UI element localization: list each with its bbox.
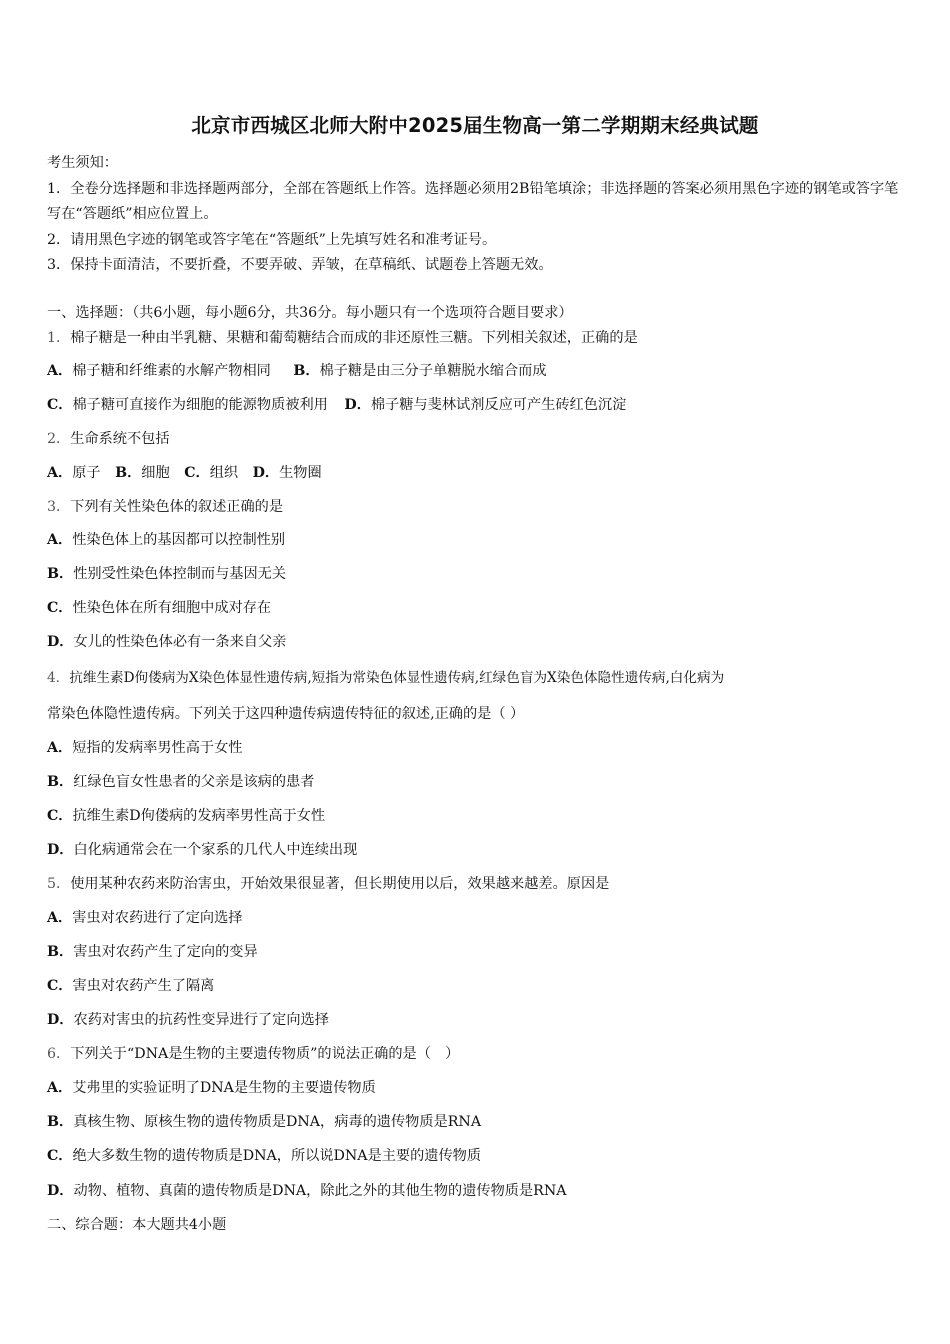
question-number: 5． — [47, 876, 71, 892]
option-label: A． — [47, 910, 73, 926]
option-text: 生物圈 — [279, 465, 322, 481]
option-text: 害虫对农药进行了定向选择 — [72, 910, 243, 926]
option-label: A． — [47, 1080, 73, 1096]
question-text: 下列关于“DNA是生物的主要遗传物质”的说法正确的是（ ） — [70, 1046, 460, 1062]
question-number: 4． — [47, 670, 70, 686]
question-text: 抗维生素D佝偻病为X染色体显性遗传病,短指为常染色体显性遗传病,红绿色盲为X染色体隐性遗传病,白化病为 — [69, 670, 725, 686]
exam-notice — [47, 151, 907, 279]
option-text: 棉子糖可直接作为细胞的能源物质被利用 — [72, 397, 328, 413]
option-row — [47, 941, 258, 961]
option-label: D． — [47, 634, 74, 650]
option-row — [47, 529, 285, 549]
question-stem — [47, 428, 170, 448]
option-label: A． — [47, 465, 73, 481]
option-label: B． — [47, 1114, 74, 1130]
option-row — [47, 839, 357, 859]
option-row — [47, 394, 626, 414]
notice-item: 1．全卷分选择题和非选择题两部分，全部在答题纸上作答。选择题必须用2B铅笔填涂；非选择题的答案必须用黑色字迹的钢笔或答字笔写在“答题纸”相应位置上。 — [47, 180, 899, 222]
option-text: 农药对害虫的抗药性变异进行了定向选择 — [73, 1012, 329, 1028]
option-label: D． — [47, 842, 74, 858]
option-text: 性染色体上的基因都可以控制性别 — [72, 532, 286, 548]
option-row — [47, 737, 242, 757]
question-text: 下列有关性染色体的叙述正确的是 — [70, 499, 284, 515]
option-row — [47, 631, 286, 651]
option-label: D． — [252, 465, 280, 481]
question-stem — [47, 1043, 459, 1063]
option-row — [47, 1145, 481, 1165]
option-row — [47, 805, 325, 825]
question-text: 使用某种农药来防治害虫，开始效果很显著，但长期使用以后，效果越来越差。原因是 — [70, 876, 610, 892]
option-row — [47, 1077, 376, 1097]
option-label: B． — [47, 566, 74, 582]
option-text: 动物、植物、真菌的遗传物质是DNA，除此之外的其他生物的遗传物质是RNA — [73, 1183, 567, 1199]
option-label: C． — [47, 600, 73, 616]
section-heading: 二、综合题：本大题共4小题 — [47, 1217, 227, 1233]
option-text: 细胞 — [141, 465, 170, 481]
page-title: 北京市西城区北师大附中2025届生物高一第二学期期末经典试题 — [191, 114, 759, 137]
option-label: A． — [47, 532, 73, 548]
question-stem — [47, 496, 283, 516]
question-number: 6． — [47, 1046, 71, 1062]
option-row — [47, 597, 271, 617]
option-row — [47, 462, 322, 482]
option-text: 棉子糖与斐林试剂反应可产生砖红色沉淀 — [370, 397, 627, 413]
option-text: 性别受性染色体控制而与基因无关 — [73, 566, 287, 582]
option-text: 女儿的性染色体必有一条来自父亲 — [73, 634, 287, 650]
question-number: 3． — [47, 499, 71, 515]
option-text: 性染色体在所有细胞中成对存在 — [72, 600, 272, 616]
option-label: D． — [47, 1012, 74, 1028]
option-label: B． — [47, 944, 74, 960]
section-heading: 一、选择题：（共6小题，每小题6分，共36分。每小题只有一个选项符合题目要求） — [47, 305, 573, 321]
option-label: B． — [293, 363, 320, 379]
option-text: 原子 — [72, 465, 101, 481]
question-number: 1． — [47, 330, 71, 346]
option-row — [47, 771, 314, 791]
option-text: 白化病通常会在一个家系的几代人中连续出现 — [73, 842, 358, 858]
notice-item: 2．请用黑色字迹的钢笔或答字笔在“答题纸”上先填写姓名和准考证号。 — [47, 231, 497, 248]
option-row — [47, 907, 242, 927]
option-label: A． — [47, 740, 73, 756]
question-text: 棉子糖是一种由半乳糖、果糖和葡萄糖结合而成的非还原性三糖。下列相关叙述，正确的是 — [70, 330, 638, 346]
option-label: B． — [115, 465, 142, 481]
option-row — [47, 1009, 329, 1029]
question-stem — [47, 873, 609, 893]
notice-heading: 考生须知： — [47, 155, 118, 171]
option-label: C． — [184, 465, 210, 481]
question-number: 2． — [47, 431, 71, 447]
option-text: 艾弗里的实验证明了DNA是生物的主要遗传物质 — [72, 1080, 376, 1096]
question-text: 生命系统不包括 — [70, 431, 170, 447]
question-stem — [47, 327, 638, 347]
option-text: 红绿色盲女性患者的父亲是该病的患者 — [73, 774, 315, 790]
option-label: D． — [47, 1183, 74, 1199]
option-label: D． — [344, 397, 371, 413]
option-text: 棉子糖是由三分子单糖脱水缩合而成 — [319, 363, 547, 379]
option-row — [47, 975, 214, 995]
option-row — [47, 1180, 567, 1200]
option-row — [47, 1111, 481, 1131]
option-text: 组织 — [209, 465, 239, 481]
option-text: 害虫对农药产生了隔离 — [72, 978, 215, 994]
option-text: 害虫对农药产生了定向的变异 — [73, 944, 258, 960]
option-text: 真核生物、原核生物的遗传物质是DNA，病毒的遗传物质是RNA — [73, 1114, 482, 1130]
option-text: 短指的发病率男性高于女性 — [72, 740, 243, 756]
option-text: 抗维生素D佝偻病的发病率男性高于女性 — [72, 808, 326, 824]
option-label: C． — [47, 397, 73, 413]
option-label: C． — [47, 808, 73, 824]
option-label: A． — [47, 363, 73, 379]
option-label: C． — [47, 1148, 73, 1164]
option-row — [47, 563, 286, 583]
question-stem — [47, 666, 724, 686]
option-label: C． — [47, 978, 73, 994]
question-stem-continued: 常染色体隐性遗传病。下列关于这四种遗传病遗传特征的叙述,正确的是（ ） — [47, 706, 525, 722]
notice-item: 3．保持卡面清洁，不要折叠，不要弄破、弄皱，在草稿纸、试题卷上答题无效。 — [47, 257, 553, 273]
option-text: 绝大多数生物的遗传物质是DNA，所以说DNA是主要的遗传物质 — [72, 1148, 482, 1164]
option-row — [47, 360, 547, 380]
option-label: B． — [47, 774, 74, 790]
option-text: 棉子糖和纤维素的水解产物相同 — [72, 363, 271, 379]
